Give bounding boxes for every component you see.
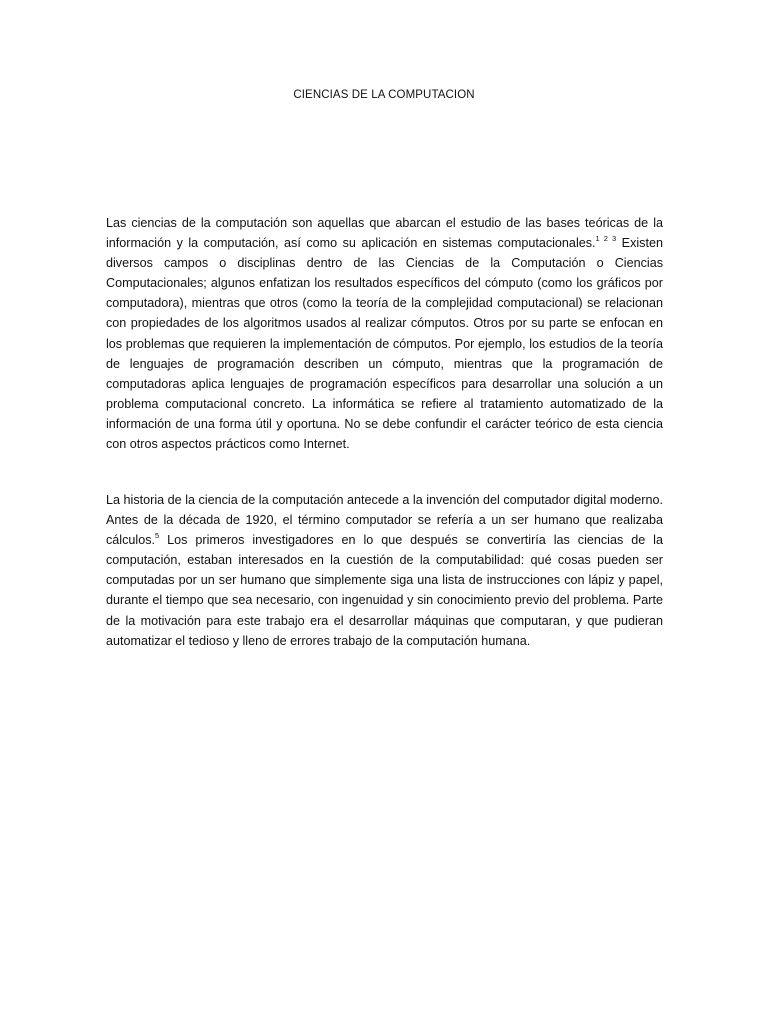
paragraph-history-text-start: La historia de la ciencia de la computación antecede a la invención del computador digital moderno. Antes de la década de 1920, el término computador se refería a un ser humano que realizaba cálculos. xyxy=(106,493,663,548)
page-title: CIENCIAS DE LA COMPUTACION xyxy=(293,89,475,101)
paragraph-intro-text-end: Existen diversos campos o disciplinas dentro de las Ciencias de la Computación o Ciencias Computacionales; algunos enfatizan los resultados específicos del cómputo (como los gráficos por computadora), mientras que otros (como la teoría de la complejidad computacional) se relacionan con propiedades de los algoritmos usados al realizar cómputos. Otros por su parte se enfocan en los problemas que requieren la implementación de cómputos. Por ejemplo, los estudios de la teoría de lenguajes de programación describen un cómputo, mientras que la programación de computadoras aplica lenguajes de programación específicos para desarrollar una solución a un problema computacional concreto. La informática se refiere al tratamiento automatizado de la información de una forma útil y oportuna. No se debe confundir el carácter teórico de esta ciencia con otros aspectos prácticos como Internet. xyxy=(106,236,663,452)
footnote-reference: 5 xyxy=(155,531,160,541)
paragraph-history xyxy=(106,490,663,651)
footnote-reference: 1 2 3 xyxy=(595,234,617,244)
paragraph-intro-text-start: Las ciencias de la computación son aquellas que abarcan el estudio de las bases teóricas de la información y la computación, así como su aplicación en sistemas computacionales. xyxy=(106,216,663,251)
paragraph-intro xyxy=(106,213,663,454)
paragraph-history-text-end: Los primeros investigadores en lo que después se convertiría las ciencias de la computación, estaban interesados en la cuestión de la computabilidad: qué cosas pueden ser computadas por un ser humano que simplemente siga una lista de instrucciones con lápiz y papel, durante el tiempo que sea necesario, con ingenuidad y sin conocimiento previo del problema. Parte de la motivación para este trabajo era el desarrollar máquinas que computaran, y que pudieran automatizar el tedioso y lleno de errores trabajo de la computación humana. xyxy=(106,533,663,648)
